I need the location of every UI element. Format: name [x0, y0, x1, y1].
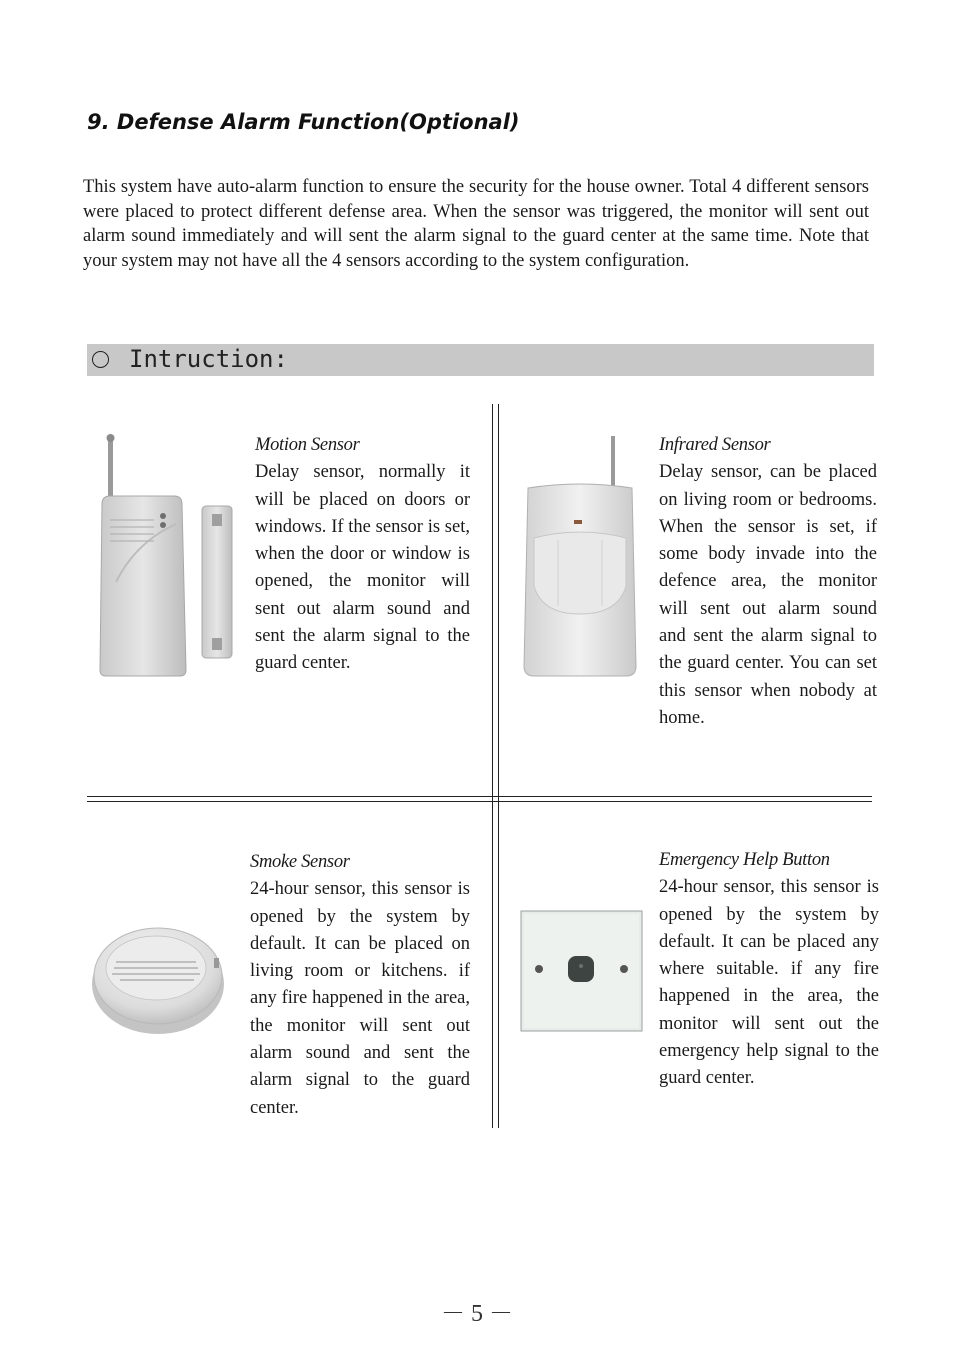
infrared-sensor-image — [522, 436, 638, 680]
smoke-sensor-description: 24-hour sensor, this sensor is opened by the system by default. It can be placed on living room or kitchens. if any fire happened in the area, the monitor will sent out alarm sound and sent the alarm signal to the guard center. — [250, 879, 470, 1118]
emergency-button-description: 24-hour sensor, this sensor is opened by the system by default. It can be placed any where suitable. if any fire happened in the area, the monitor will sent out the emergency help signal to the guard center. — [659, 877, 879, 1089]
emergency-button-title: Emergency Help Button — [659, 850, 830, 870]
grid-divider-horizontal-bottom — [87, 801, 872, 802]
intro-paragraph: This system have auto-alarm function to ensure the security for the house owner. Total 4 different sensors were placed to protect different defense area. When the sensor was triggered, the monitor will sent out alarm sound immediately and will sent the alarm signal to the guard center at the same time. Note that your system may not have all the 4 sensors according to the system configuration. — [83, 177, 869, 271]
smoke-sensor-title: Smoke Sensor — [250, 852, 350, 872]
instruction-label: Intruction: — [129, 345, 288, 373]
infrared-sensor-title: Infrared Sensor — [659, 435, 771, 455]
smoke-sensor-image — [90, 918, 226, 1038]
emergency-button-block — [659, 847, 879, 1093]
motion-sensor-block — [255, 432, 470, 678]
grid-divider-vertical-right — [498, 404, 499, 1128]
infrared-sensor-description: Delay sensor, can be placed on living room or bedrooms. When the sensor is set, if some body invade into the defence area, the monitor will sent out alarm sound and sent the alarm signal to the guard center. You can set this sensor when nobody at home. — [659, 462, 877, 728]
grid-divider-vertical-left — [492, 404, 493, 1128]
infrared-sensor-block — [659, 432, 877, 732]
circle-icon — [92, 351, 109, 368]
page-number: － 5 － — [441, 1301, 513, 1327]
motion-sensor-description: Delay sensor, normally it will be placed on doors or windows. If the sensor is set, when the door or window is opened, the monitor will sent out alarm sound and sent the alarm signal to the guard center. — [255, 462, 470, 674]
motion-sensor-image — [96, 432, 236, 680]
motion-sensor-title: Motion Sensor — [255, 435, 360, 455]
grid-divider-horizontal-top — [87, 796, 872, 797]
section-heading: 9. Defense Alarm Function(Optional) — [87, 110, 520, 134]
emergency-button-image — [520, 910, 644, 1034]
instruction-bar — [87, 344, 874, 376]
smoke-sensor-block — [250, 849, 470, 1122]
